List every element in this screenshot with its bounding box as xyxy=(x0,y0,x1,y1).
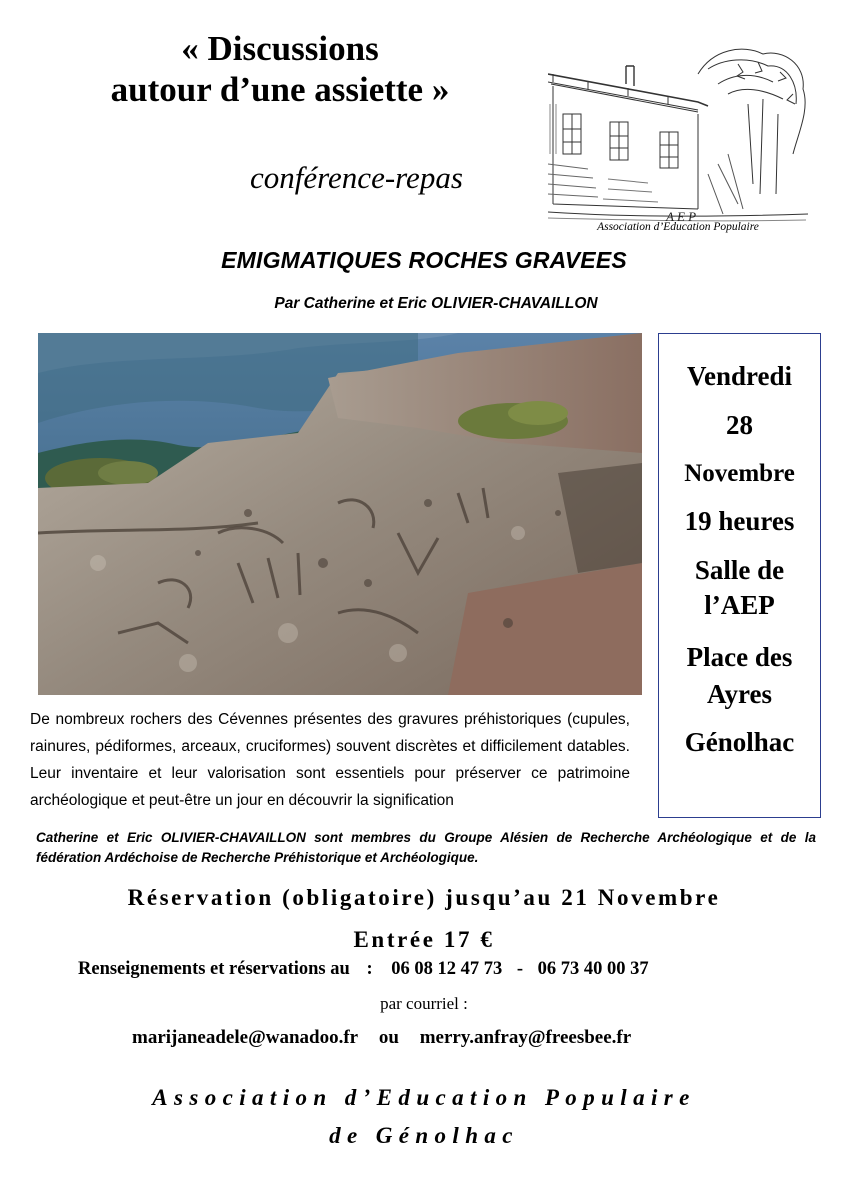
speakers-membership: Catherine et Eric OLIVIER-CHAVAILLON sont membres du Groupe Alésien de Recherche Archéologique et de la fédération Ardéchoise de Recherche Préhistorique et Archéologique. xyxy=(36,830,816,865)
event-time: 19 heures xyxy=(684,506,795,536)
logo-letters: A E P xyxy=(666,209,697,224)
event-place-line-2: Ayres xyxy=(707,679,772,709)
contact-label: Renseignements et réservations au xyxy=(78,959,350,979)
event-town: Génolhac xyxy=(684,727,795,757)
logo-caption: Association d’Education Populaire xyxy=(597,221,759,233)
title-line-2: autour d’une assiette » xyxy=(110,70,450,109)
event-date-number: 28 xyxy=(726,410,753,440)
contact-line xyxy=(78,959,838,980)
event-venue-line-2: l’AEP xyxy=(704,590,775,620)
title-line-1: « Discussions xyxy=(181,29,379,68)
footer-association-name: Association d’Education Populaire xyxy=(152,1085,696,1110)
aep-logo xyxy=(548,44,808,239)
event-month: Novembre xyxy=(684,460,795,487)
email-address-2[interactable]: merry.anfray@freesbee.fr xyxy=(419,1027,632,1048)
speakers: Par Catherine et Eric OLIVIER-CHAVAILLON xyxy=(274,295,598,312)
reservation-deadline: Réservation (obligatoire) jusqu’au 21 Novembre xyxy=(127,885,721,910)
event-info-box xyxy=(658,333,821,818)
email-or: ou xyxy=(378,1027,399,1048)
email-address-1[interactable]: marijaneadele@wanadoo.fr xyxy=(132,1027,359,1048)
aep-building-sketch xyxy=(548,44,808,224)
footer-town: de Génolhac xyxy=(329,1123,519,1148)
email-label: par courriel : xyxy=(380,994,468,1013)
page-title xyxy=(40,28,520,110)
rock-landscape-illustration xyxy=(38,333,642,695)
entry-price: Entrée 17 € xyxy=(353,927,495,952)
event-venue-line-1: Salle de xyxy=(694,555,785,585)
email-line xyxy=(132,1027,832,1049)
event-day: Vendredi xyxy=(686,361,793,391)
phone-number-2[interactable]: 06 73 40 00 37 xyxy=(537,959,649,979)
engraved-rocks-photo xyxy=(38,333,642,695)
contact-dash: - xyxy=(516,959,524,979)
subtitle: conférence-repas xyxy=(250,160,463,195)
contact-separator: : xyxy=(366,959,373,979)
description-text: De nombreux rochers des Cévennes présentes des gravures préhistoriques (cupules, rainures, pédiformes, arceaux, cruciformes) souvent discrètes et difficilement datables. Leur inventaire et leur valorisation sont essentiels pour préserver ce patrimoine archéologique et peut-être un jour en découvrir la signification xyxy=(30,711,630,809)
main-heading: EMIGMATIQUES ROCHES GRAVEES xyxy=(221,247,627,273)
event-place-line-1: Place des xyxy=(686,642,793,672)
phone-number-1[interactable]: 06 08 12 47 73 xyxy=(391,959,503,979)
